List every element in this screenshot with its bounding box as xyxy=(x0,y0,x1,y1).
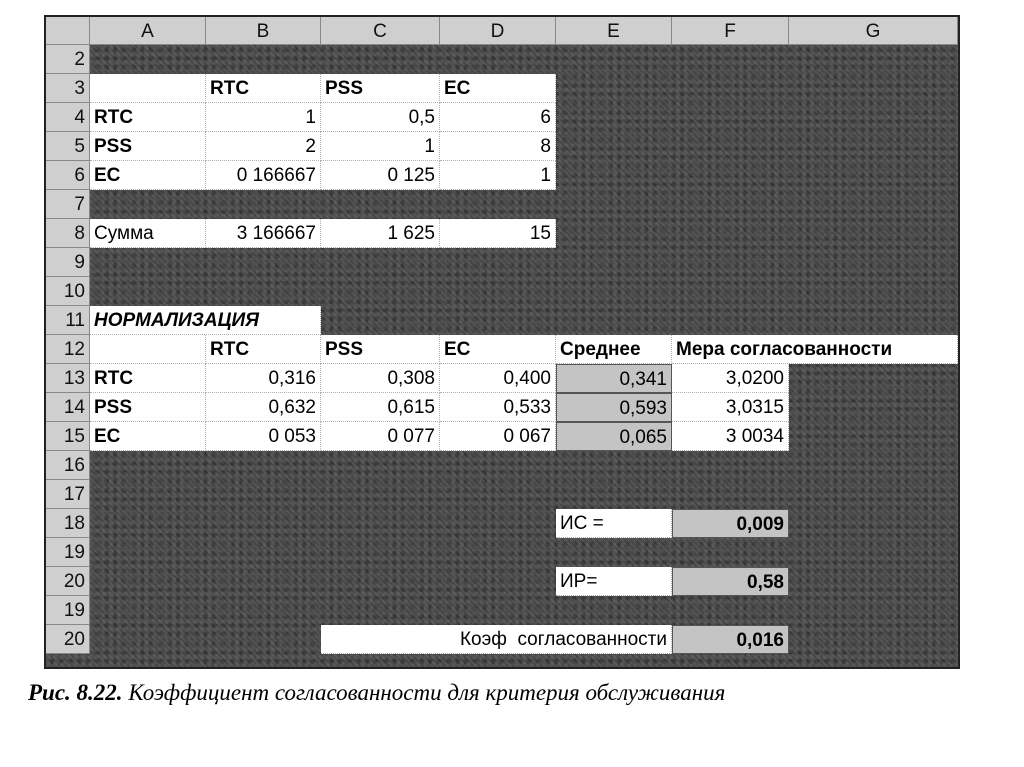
column-header-b[interactable]: B xyxy=(206,17,321,45)
normalization-cell[interactable]: 0,533 xyxy=(440,393,556,422)
matrix-header-ec[interactable]: EC xyxy=(440,74,556,103)
sum-cell[interactable]: 3 166667 xyxy=(206,219,321,248)
row-header[interactable]: 12 xyxy=(46,335,90,364)
matrix-header-rtc[interactable]: RTC xyxy=(206,74,321,103)
matrix-cell[interactable]: 8 xyxy=(440,132,556,161)
row-header[interactable]: 19 xyxy=(46,538,90,567)
select-all-corner[interactable] xyxy=(46,17,90,45)
mean-cell[interactable]: 0,341 xyxy=(556,364,672,393)
figure-caption-text: Коэффициент согласованности для критерия обслуживания xyxy=(128,680,726,705)
consistency-ratio-label[interactable]: Коэф согласованности xyxy=(321,625,672,654)
consistency-measure-cell[interactable]: 3,0200 xyxy=(672,364,789,393)
mean-cell[interactable]: 0,593 xyxy=(556,393,672,422)
sum-cell[interactable]: 1 625 xyxy=(321,219,440,248)
normalization-header-rtc[interactable]: RTC xyxy=(206,335,321,364)
figure-caption xyxy=(28,680,1008,706)
normalization-corner-cell[interactable] xyxy=(90,335,206,364)
row-header[interactable]: 16 xyxy=(46,451,90,480)
column-header-f[interactable]: F xyxy=(672,17,789,45)
row-header[interactable]: 20 xyxy=(46,567,90,596)
matrix-row-label-ec[interactable]: EC xyxy=(90,161,206,190)
row-header[interactable]: 9 xyxy=(46,248,90,277)
column-header-g[interactable]: G xyxy=(789,17,958,45)
normalization-header-consistency[interactable]: Мера согласованности xyxy=(672,335,958,364)
row-header[interactable]: 14 xyxy=(46,393,90,422)
normalization-row-label-pss[interactable]: PSS xyxy=(90,393,206,422)
normalization-header-mean[interactable]: Среднее xyxy=(556,335,672,364)
matrix-header-pss[interactable]: PSS xyxy=(321,74,440,103)
row-header[interactable]: 3 xyxy=(46,74,90,103)
row-header[interactable]: 2 xyxy=(46,45,90,74)
normalization-cell[interactable]: 0 053 xyxy=(206,422,321,451)
row-header[interactable]: 4 xyxy=(46,103,90,132)
matrix-cell[interactable]: 0,5 xyxy=(321,103,440,132)
matrix-cell[interactable]: 6 xyxy=(440,103,556,132)
matrix-cell[interactable]: 0 125 xyxy=(321,161,440,190)
normalization-cell[interactable]: 0,400 xyxy=(440,364,556,393)
normalization-cell[interactable]: 0,632 xyxy=(206,393,321,422)
matrix-row-label-rtc[interactable]: RTC xyxy=(90,103,206,132)
normalization-cell[interactable]: 0,316 xyxy=(206,364,321,393)
row-header[interactable]: 10 xyxy=(46,277,90,306)
row-header[interactable]: 15 xyxy=(46,422,90,451)
row-header[interactable]: 11 xyxy=(46,306,90,335)
matrix-cell[interactable]: 0 166667 xyxy=(206,161,321,190)
row-header[interactable]: 20 xyxy=(46,625,90,654)
matrix-cell[interactable]: 1 xyxy=(440,161,556,190)
normalization-header-pss[interactable]: PSS xyxy=(321,335,440,364)
mean-cell[interactable]: 0,065 xyxy=(556,422,672,451)
matrix-row-label-pss[interactable]: PSS xyxy=(90,132,206,161)
row-header[interactable]: 17 xyxy=(46,480,90,509)
normalization-row-label-rtc[interactable]: RTC xyxy=(90,364,206,393)
consistency-measure-cell[interactable]: 3 0034 xyxy=(672,422,789,451)
normalization-header-ec[interactable]: EC xyxy=(440,335,556,364)
row-header[interactable]: 5 xyxy=(46,132,90,161)
row-header[interactable]: 13 xyxy=(46,364,90,393)
column-header-c[interactable]: C xyxy=(321,17,440,45)
consistency-ratio-value[interactable]: 0,016 xyxy=(672,625,789,654)
random-index-value[interactable]: 0,58 xyxy=(672,567,789,596)
sum-cell[interactable]: 15 xyxy=(440,219,556,248)
column-header-d[interactable]: D xyxy=(440,17,556,45)
consistency-measure-cell[interactable]: 3,0315 xyxy=(672,393,789,422)
row-header[interactable]: 18 xyxy=(46,509,90,538)
normalization-cell[interactable]: 0 067 xyxy=(440,422,556,451)
matrix-cell[interactable]: 2 xyxy=(206,132,321,161)
normalization-title[interactable]: НОРМАЛИЗАЦИЯ xyxy=(90,306,321,335)
matrix-corner-cell[interactable] xyxy=(90,74,206,103)
consistency-index-label[interactable]: ИС = xyxy=(556,509,672,538)
row-header[interactable]: 7 xyxy=(46,190,90,219)
row-header[interactable]: 6 xyxy=(46,161,90,190)
spreadsheet xyxy=(46,17,958,667)
random-index-label[interactable]: ИР= xyxy=(556,567,672,596)
row-header[interactable]: 19 xyxy=(46,596,90,625)
normalization-cell[interactable]: 0,615 xyxy=(321,393,440,422)
normalization-row-label-ec[interactable]: EC xyxy=(90,422,206,451)
matrix-cell[interactable]: 1 xyxy=(206,103,321,132)
sum-label[interactable]: Сумма xyxy=(90,219,206,248)
normalization-cell[interactable]: 0,308 xyxy=(321,364,440,393)
column-header-a[interactable]: A xyxy=(90,17,206,45)
figure-number: Рис. 8.22. xyxy=(28,680,123,705)
consistency-index-value[interactable]: 0,009 xyxy=(672,509,789,538)
column-header-e[interactable]: E xyxy=(556,17,672,45)
normalization-cell[interactable]: 0 077 xyxy=(321,422,440,451)
row-header[interactable]: 8 xyxy=(46,219,90,248)
matrix-cell[interactable]: 1 xyxy=(321,132,440,161)
